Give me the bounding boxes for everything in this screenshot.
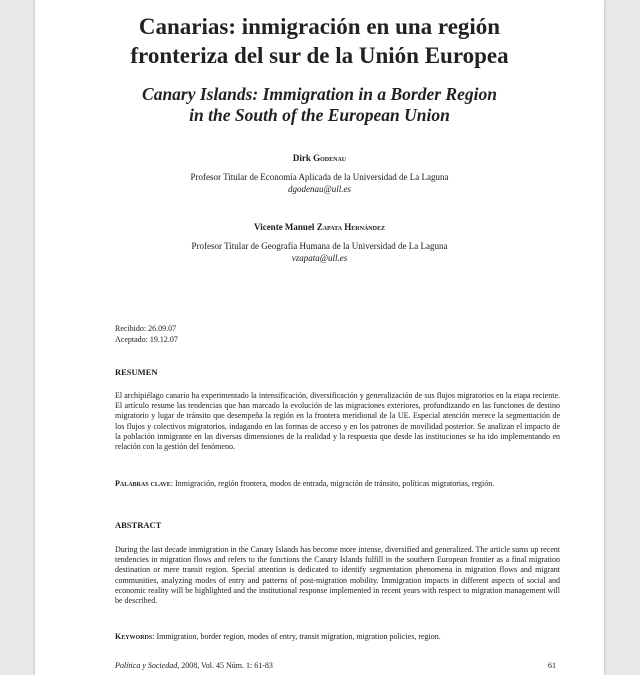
spanish-title-line-2: fronteriza del sur de la Unión Europea <box>130 43 509 68</box>
author-first-name: Vicente Manuel <box>254 222 315 232</box>
page-sheet <box>35 0 604 675</box>
abstract-text: During the last decade immigration in the Canary Islands has become more intense, diversified and generalized. The article sums up recent tendencies in migration flows and refers to the functions the Canary Islands fulfill in the southern European frontier as a final migration destination or mere transit region. Special attention is dedicated to identify segmentation phenomena in migration flows and migrant communities, analyzing modes of entry and patterns of post-migration mobility. Immigration impacts in different aspects of social and economic reality will be highlighted and the institutional response implemented in recent years with respect to migration management will be described. <box>115 545 560 606</box>
english-title-line-2: in the South of the European Union <box>189 105 450 125</box>
abstract-keywords <box>115 632 560 642</box>
author-block-2 <box>35 221 604 264</box>
english-title-line-1: Canary Islands: Immigration in a Border Region <box>142 84 497 104</box>
english-title <box>35 84 604 126</box>
journal-name: Política y Sociedad <box>115 661 178 670</box>
author-affiliation: Profesor Titular de Geografía Humana de la Universidad de La Laguna <box>191 241 448 251</box>
abstract-heading: ABSTRACT <box>115 520 162 530</box>
author-first-name: Dirk <box>292 153 311 163</box>
page-number: 61 <box>548 661 556 670</box>
keywords-text: : Inmigración, región frontera, modos de entrada, migración de tránsito, políticas migratorias, región. <box>170 479 495 488</box>
author-block-1 <box>35 152 604 195</box>
author-email: vzapata@ull.es <box>291 253 348 263</box>
keywords-text: : Immigration, border region, modes of entry, transit migration, migration policies, region. <box>152 632 441 641</box>
resumen-heading: RESUMEN <box>115 367 158 377</box>
author-affiliation: Profesor Titular de Economía Aplicada de la Universidad de La Laguna <box>190 172 449 182</box>
citation-details: , 2008, Vol. 45 Núm. 1: 61-83 <box>177 661 273 670</box>
keywords-label: Palabras clave <box>115 479 171 488</box>
author-last-name: Godenau <box>313 153 347 163</box>
author-last-name: Zapata Hernández <box>316 222 385 232</box>
author-name <box>35 152 604 164</box>
resumen-text: El archipiélago canario ha experimentado la intensificación, diversificación y generalización de sus flujos migratorios en la etapa reciente. El artículo resume las tendencias que han marcado la evolución de las migraciones exteriores, profundizando en las funciones de destino migratorio y lugar de tránsito que desempeña la región en la frontera meridional de la UE. Especial atención merece la segmentación de los flujos y colectivos migratorios, indagando en las formas de acceso y en los patrones de movilidad posterior. Se analizan el impacto de la población inmigrante en las diversas dimensiones de la realidad y la respuesta que desde las instituciones se ha ido implementando en relación con la gestión del fenómeno. <box>115 391 560 452</box>
submission-dates <box>115 323 178 345</box>
journal-citation <box>115 661 273 670</box>
resumen-keywords <box>115 479 560 489</box>
spanish-title-line-1: Canarias: inmigración en una región <box>138 14 501 39</box>
accepted-date: Aceptado: 19.12.07 <box>115 335 178 344</box>
author-email: dgodenau@ull.es <box>287 184 352 194</box>
keywords-label: Keywords <box>115 632 153 641</box>
author-name <box>35 221 604 233</box>
spanish-title <box>35 12 604 70</box>
received-date: Recibido: 26.09.07 <box>115 324 177 333</box>
